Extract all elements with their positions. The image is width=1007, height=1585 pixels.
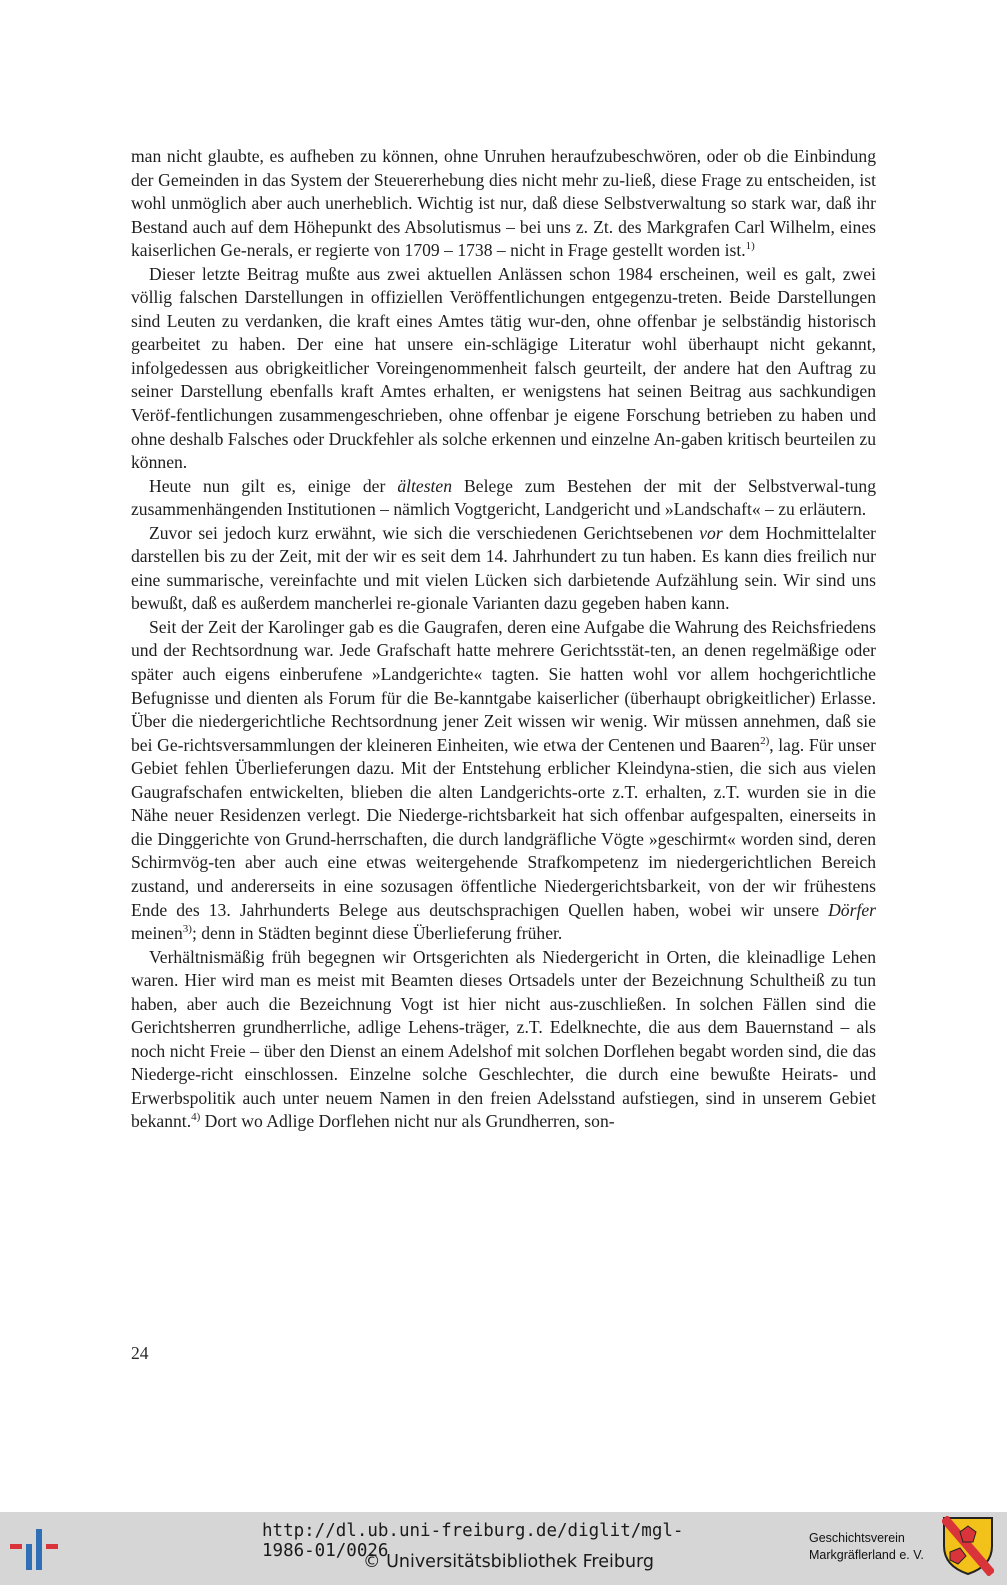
text-run: man nicht glaubte, es aufheben zu können, ohne Unruhen heraufzubeschwören, oder ob die Einbindung der Gemeinden in das System der Steuererhebung dies nicht mehr zu-ließ, diese Frage zu entscheiden, ist wohl unmöglich aber auch unerheblich. Wichtig ist nur, daß diese Selbstverwaltung so stark war, daß ihr Bestand auch auf dem Höhepunkt des Absolutismus – bei uns z. Zt. des Markgrafen Carl Wilhelm, eines kaiserlichen Ge-nerals, er regierte von 1709 – 1738 – nicht in Frage gestellt worden ist.: [131, 146, 876, 261]
footnote-ref: 2): [760, 734, 770, 747]
text-run: Dieser letzte Beitrag mußte aus zwei aktuellen Anlässen schon 1984 erscheinen, weil es galt, zwei völlig falschen Darstellungen in offiziellen Veröffentlichungen entgegenzu-treten. Beide Darstellungen sind Leuten zu verdanken, die kraft eines Amtes tätig wur-den, ohne offenbar je selbständig historisch gearbeitet zu haben. Der eine hat unsere ein-schlägige Literatur wohl überhaupt nicht gekannt, infolgedessen aus obrigkeitlicher Voreingenommenheit falsch geurteilt, der andere hat den Auftrag zu seiner Darstellung ebenfalls kraft Amtes erhalten, er wenigstens hat seinen Beitrag aus sachkundigen Veröf-fentlichungen zusammengeschrieben, ohne offenbar je eigene Forschung betrieben zu haben und ohne deshalb Falsches oder Druckfehler als solche erkennen und einzelne An-gaben kritisch beurteilen zu können.: [131, 263, 876, 473]
coat-of-arms-icon: [942, 1516, 994, 1576]
paragraph: [131, 475, 876, 522]
society-line-1: Geschichtsverein: [809, 1531, 905, 1545]
permalink-url[interactable]: http://dl.ub.uni-freiburg.de/diglit/mgl-1986-01/0026: [262, 1521, 684, 1561]
paragraph: [131, 946, 876, 1134]
text-run: Verhältnismäßig früh begegnen wir Ortsgerichten als Niedergericht in Orten, die kleinadlige Lehen waren. Hier wird man es meist mit Beamten dieses Ortsadels unter der Bezeichnung Schultheiß zu tun haben, aber auch die Bezeichnung Vogt ist hier nicht aus-zuschließen. In solchen Fällen sind die Gerichtsherren grundherrliche, adlige Lehens-träger, z.T. Edelknechte, die aus dem Bauernstand – als noch nicht Freie – über den Dienst an einem Adelshof mit solchen Dorflehen begabt worden sind, die das Niederge-richt einschlossen. Einzelne solche Geschlechter, die durch eine bewußte Heirats- und Erwerbspolitik auch unter neuem Namen in den freien Adelsstand aufstiegen, sind in unserem Gebiet bekannt.: [131, 946, 876, 1132]
text-run: , lag. Für unser Gebiet fehlen Überlieferungen dazu. Mit der Entstehung erblicher Kleindyna-stien, die sich aus vielen Gaugrafschafen entwickelten, blieben die alten Landgerichts-orte z.T. erhalten, z.T. wurden sie in die Nähe neuer Residenzen verlegt. Die Niederge-richtsbarkeit hat sich offenbar aufgespalten, einerseits in die Dinggerichte von Grund-herrschaften, die durch landgräfliche Vögte »geschirmt« worden sind, deren Schirmvög-ten aber auch eine etwas weitergehende Strafkompetenz im niedergerichtlichen Bereich zustand, und andererseits in eine sozusagen öffentliche Niedergerichtsbarkeit, von der wir frühestens Ende des 13. Jahrhunderts Belege aus deutschsprachigen Quellen haben, wobei wir unsere: [131, 734, 876, 920]
footnote-ref: 3): [182, 923, 192, 936]
ub-freiburg-logo-icon[interactable]: [10, 1524, 65, 1570]
paragraph: [131, 522, 876, 616]
page-number: 24: [131, 1343, 149, 1363]
emphasis: Dörfer: [828, 899, 876, 920]
paragraph: [131, 263, 876, 475]
text-run: ; denn in Städten beginnt diese Überlieferung früher.: [191, 923, 563, 944]
text-run: Seit der Zeit der Karolinger gab es die Gaugrafen, deren eine Aufgabe die Wahrung des Reichsfriedens und der Rechtsordnung war. Jede Grafschaft hatte mehrere Gerichtsstät-ten, an denen regelmäßige oder später auch eigens einberufene »Landgerichte« tagten. Sie hatten wohl vor allem hochgerichtliche Befugnisse und dienten als Forum für die Be-kanntgabe kaiserlicher (überhaupt obrigkeitlicher) Erlasse. Über die niedergerichtliche Rechtsordnung jener Zeit wissen wir wenig. Wir müssen annehmen, daß sie bei Ge-richtsversammlungen der kleineren Einheiten, wie etwa der Centenen und Baaren: [131, 616, 876, 755]
society-name: [809, 1530, 939, 1564]
paragraph: [131, 145, 876, 263]
text-run: meinen: [131, 923, 183, 944]
emphasis: ältesten: [397, 475, 453, 496]
viewer-footer: [0, 1512, 1007, 1585]
footnote-ref: 4): [191, 1111, 201, 1124]
society-line-2: Markgräflerland e. V.: [809, 1548, 924, 1562]
text-run: Zuvor sei jedoch kurz erwähnt, wie sich die verschiedenen Gerichtsebenen: [149, 522, 700, 543]
text-run: Heute nun gilt es, einige der: [149, 475, 398, 496]
text-run: Dort wo Adlige Dorflehen nicht nur als Grundherren, son-: [200, 1111, 615, 1132]
paragraph: [131, 616, 876, 946]
text-run: Belege zum Bestehen der mit der Selbstverwal-tung zusammenhängenden Institutionen – nämlich Vogtgericht, Landgericht und »Landschaft« – zu erläutern.: [131, 475, 877, 520]
emphasis: vor: [699, 522, 723, 543]
copyright-notice: © Universitätsbibliothek Freiburg: [363, 1552, 655, 1572]
footnote-ref: 1): [745, 240, 755, 253]
text-run: dem Hochmittelalter darstellen bis zu der Zeit, mit der wir es seit dem 14. Jahrhundert zu tun haben. Es kann dies freilich nur eine summarische, vereinfachte und mit vielen Lücken sich darbietende Aufzählung sein. Wir sind uns bewußt, daß es außerdem mancherlei re-gionale Varianten dazu gegeben haben kann.: [131, 522, 877, 614]
document-body: [131, 145, 876, 1134]
